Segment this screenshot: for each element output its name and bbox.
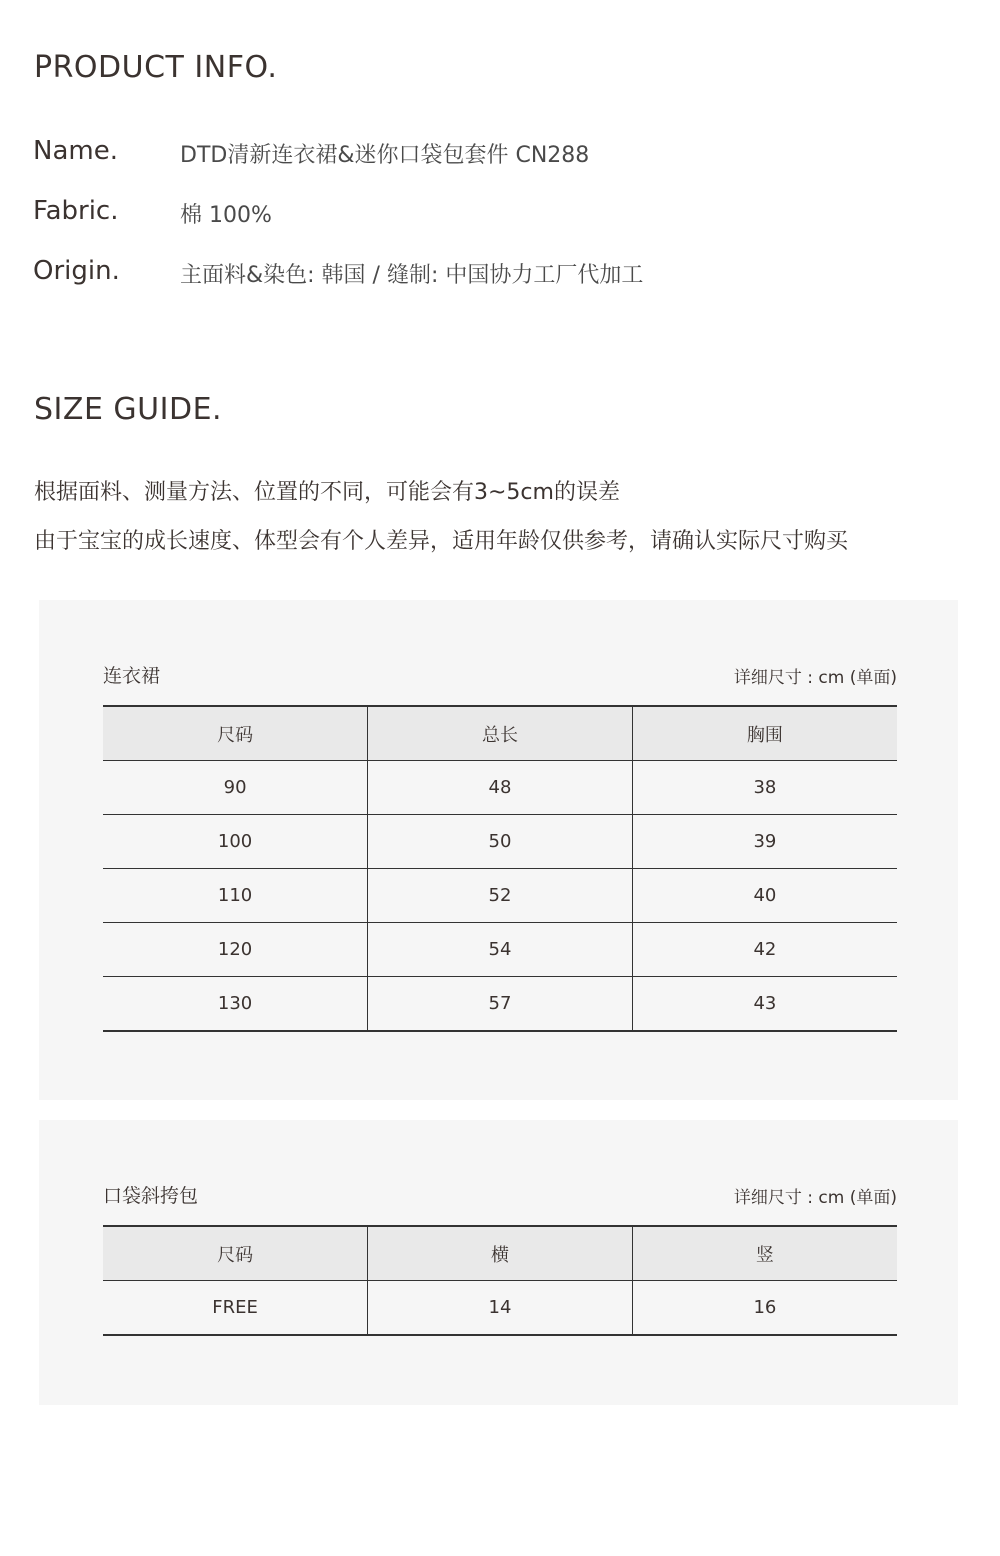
table-header-row: [103, 1226, 897, 1281]
table-row: [103, 761, 897, 815]
column-header: 总长: [368, 706, 633, 761]
table-cell: 57: [368, 977, 633, 1032]
table-header-bar: [103, 661, 897, 687]
table-cell: 50: [368, 815, 633, 869]
column-header: 横: [368, 1226, 633, 1281]
info-value-origin: 主面料&染色: 韩国 / 缝制: 中国协力工厂代加工: [180, 263, 644, 288]
table-cell: 42: [632, 923, 897, 977]
dress-size-panel: [39, 600, 958, 1100]
table-cell: 110: [103, 869, 368, 923]
table-cell: 100: [103, 815, 368, 869]
table-row: [103, 923, 897, 977]
table-cell: FREE: [103, 1281, 368, 1336]
table-cell: 38: [632, 761, 897, 815]
table-cell: 120: [103, 923, 368, 977]
table-name: 连衣裙: [103, 665, 161, 687]
table-cell: 90: [103, 761, 368, 815]
info-row-name: [33, 136, 933, 172]
table-cell: 43: [632, 977, 897, 1032]
info-label-fabric: Fabric.: [33, 196, 119, 226]
info-value-name: DTD清新连衣裙&迷你口袋包套件 CN288: [180, 143, 590, 168]
table-row: [103, 977, 897, 1032]
bag-size-table: [103, 1225, 897, 1336]
info-value-fabric: 棉 100%: [180, 203, 272, 228]
column-header: 尺码: [103, 706, 368, 761]
size-note: 根据面料、测量方法、位置的不同，可能会有3~5cm的误差: [34, 480, 620, 505]
unit-note: 详细尺寸 : cm (单面): [733, 668, 897, 688]
table-row: [103, 869, 897, 923]
table-name: 口袋斜挎包: [103, 1185, 199, 1207]
table-cell: 14: [368, 1281, 633, 1336]
table-cell: 48: [368, 761, 633, 815]
dress-size-table: [103, 705, 897, 1032]
table-cell: 52: [368, 869, 633, 923]
unit-note: 详细尺寸 : cm (单面): [733, 1188, 897, 1208]
size-note: 由于宝宝的成长速度、体型会有个人差异，适用年龄仅供参考，请确认实际尺寸购买: [34, 529, 849, 554]
table-cell: 40: [632, 869, 897, 923]
table-cell: 16: [632, 1281, 897, 1336]
table-cell: 39: [632, 815, 897, 869]
table-header-bar: [103, 1181, 897, 1207]
size-guide-title: SIZE GUIDE.: [34, 392, 223, 427]
table-row: [103, 815, 897, 869]
info-row-fabric: [33, 196, 933, 232]
bag-size-panel: [39, 1120, 958, 1405]
product-info-title: PRODUCT INFO.: [34, 50, 278, 85]
info-row-origin: [33, 256, 933, 292]
table-row: [103, 1281, 897, 1336]
column-header: 竖: [632, 1226, 897, 1281]
table-cell: 54: [368, 923, 633, 977]
info-label-name: Name.: [33, 136, 118, 166]
info-label-origin: Origin.: [33, 256, 120, 286]
column-header: 尺码: [103, 1226, 368, 1281]
column-header: 胸围: [632, 706, 897, 761]
table-cell: 130: [103, 977, 368, 1032]
table-header-row: [103, 706, 897, 761]
